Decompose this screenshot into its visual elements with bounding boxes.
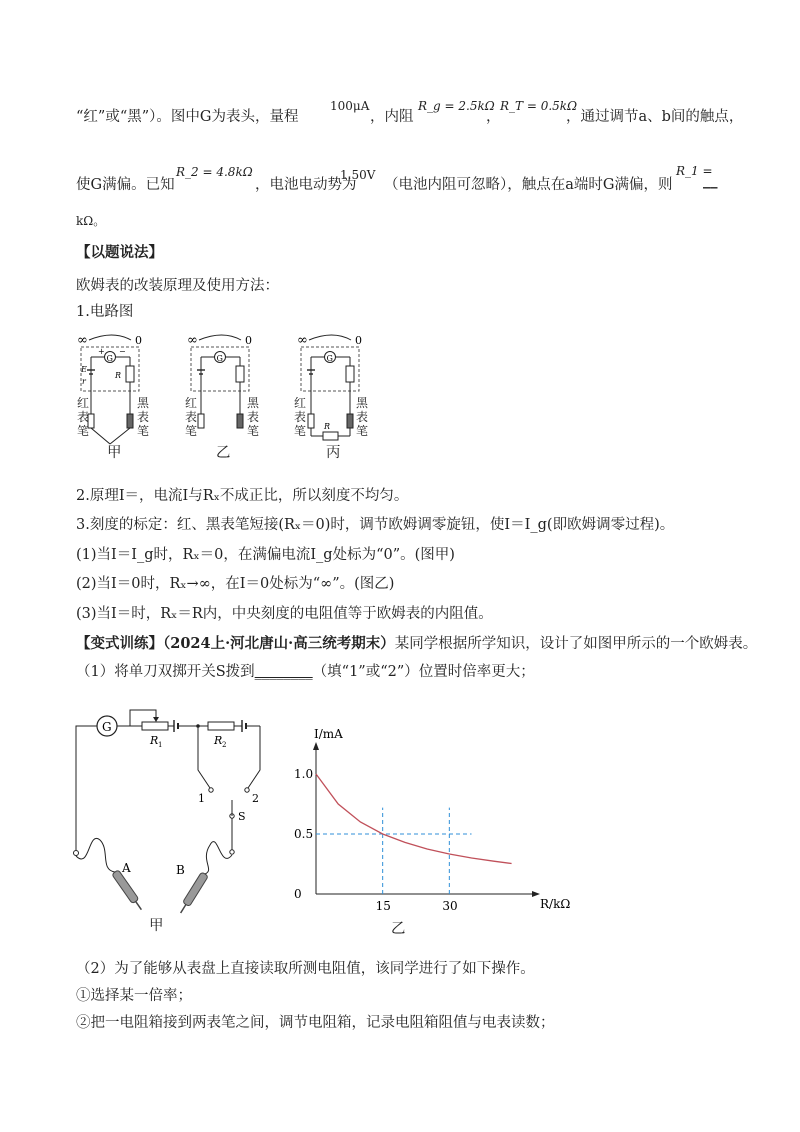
step2-text: ②把一电阻箱接到两表笔之间，调节电阻箱，记录电阻箱阻值与电表读数； — [76, 1015, 555, 1031]
r2-subscript: 2 — [222, 741, 227, 749]
red-pen-char: 笔 — [185, 424, 198, 438]
scale-inf: ∞ — [297, 333, 308, 348]
y-tick-label: 0.5 — [294, 827, 314, 841]
r1-resistor — [142, 722, 168, 730]
internal-r-label: r — [82, 377, 86, 386]
red-pen-label-1 — [77, 396, 89, 438]
unit-kohm: kΩ。 — [76, 214, 106, 228]
training-text: 某同学根据所学知识，设计了如图甲所示的一个欧姆表。 — [394, 636, 758, 652]
galvanometer-icon: G — [216, 354, 223, 363]
probe-a-label: A — [122, 861, 131, 875]
galvanometer-icon: G — [326, 354, 333, 363]
para1-text-c: ， — [486, 109, 501, 125]
black-pen-label-3 — [356, 396, 368, 438]
para2-text-c: （电池内阻可忽略），触点在a端时G满偏，则 — [384, 177, 673, 193]
item3-text: 3.刻度的标定：红、黑表笔短接(Rₓ＝0)时，调节欧姆调零旋钮，使I＝I_g(即欧姆调零过程)。 — [76, 517, 675, 533]
item1-text: 1.电路图 — [76, 304, 134, 320]
para1-text-b: ，内阻 — [370, 109, 414, 125]
r2-value: R_2 = 4.8kΩ — [176, 165, 253, 179]
x-axis-label: R/kΩ — [540, 897, 571, 911]
scale-inf: ∞ — [187, 333, 198, 348]
rt-value: R_T = 0.5kΩ — [500, 99, 578, 113]
y-axis-label: I/mA — [314, 727, 343, 741]
switch-pos-2: 2 — [252, 792, 259, 805]
red-pen-label-3 — [294, 396, 306, 438]
step1-text: ①选择某一倍率； — [76, 988, 192, 1004]
intro-text: 欧姆表的改装原理及使用方法： — [76, 278, 279, 294]
figure-jia-caption: 甲 — [149, 918, 164, 934]
switch-pos-1: 1 — [198, 792, 205, 805]
scale-zero: 0 — [245, 334, 252, 347]
rx-label: R — [324, 422, 331, 431]
black-pen-char: 黑 — [247, 396, 260, 410]
y-tick-label: 1.0 — [294, 767, 314, 781]
item3-1-text: (1)当I＝I_g时，Rₓ＝0，在满偏电流I_g处标为“0”。(图甲) — [76, 547, 455, 563]
emf-value: 1.50V — [340, 168, 376, 182]
red-pen-char: 笔 — [294, 424, 307, 438]
black-pen-char: 笔 — [137, 424, 150, 438]
galvanometer-label: G — [102, 720, 112, 734]
q1-blank: ________ — [254, 664, 313, 680]
black-pen-label-2 — [247, 396, 259, 438]
black-pen-char: 笔 — [356, 424, 369, 438]
black-pen-char: 笔 — [247, 424, 260, 438]
ohmmeter-circuit-diagrams — [75, 332, 395, 462]
caption-jia: 甲 — [107, 445, 122, 461]
para2-text-b: ，电池电动势为 — [255, 177, 357, 193]
r1-label: R — [150, 734, 159, 747]
scale-zero: 0 — [135, 334, 142, 347]
q1-text-a: （1）将单刀双掷开关S拨到 — [76, 664, 255, 680]
red-pen-char: 笔 — [77, 424, 90, 438]
item2-text: 2.原理I＝，电流I与Rₓ不成正比，所以刻度不均匀。 — [76, 488, 409, 504]
section-heading: 【以题说法】 — [76, 244, 163, 261]
q2-text: （2）为了能够从表盘上直接读取所测电阻值，该同学进行了如下操作。 — [76, 961, 535, 977]
q1-text-b: （填“1”或“2”）位置时倍率更大； — [312, 664, 535, 680]
figure-jia-circuit — [70, 700, 280, 940]
training-line — [76, 635, 757, 653]
minus-sign: − — [119, 347, 126, 356]
item3-2-text: (2)当I＝0时，Rₓ→∞，在I＝0处标为“∞”。(图乙) — [76, 576, 395, 592]
i-r-curve — [316, 774, 512, 864]
caption-bing: 丙 — [326, 445, 341, 461]
circuit-bing — [297, 333, 362, 440]
switch-label: S — [238, 810, 246, 823]
black-pen-label-1 — [137, 396, 149, 438]
scale-zero: 0 — [355, 334, 362, 347]
red-pen-char: 红 — [185, 396, 198, 410]
black-pen-char: 黑 — [356, 396, 369, 410]
para1-line — [76, 108, 298, 126]
galvanometer-icon: G — [106, 354, 113, 363]
probe-a[interactable] — [112, 870, 145, 912]
x-tick-label: 15 — [375, 899, 391, 913]
black-pen-char: 表 — [137, 410, 150, 424]
para2-text-a: 使G满偏。已知 — [76, 177, 175, 193]
caption-yi: 乙 — [216, 445, 231, 461]
black-pen-char: 表 — [247, 410, 260, 424]
r1-value: R_1 = — [676, 164, 713, 178]
r2-label: R — [214, 734, 223, 747]
plus-sign: + — [98, 347, 105, 356]
scale-inf: ∞ — [77, 333, 88, 348]
q1-line — [76, 663, 535, 681]
red-pen-label-2 — [185, 396, 197, 438]
emf-label: E — [81, 365, 87, 374]
probe-b-label: B — [176, 863, 185, 877]
rheostat-label: R — [115, 371, 122, 380]
y-tick-label: 0 — [294, 887, 302, 901]
black-pen-char: 表 — [356, 410, 369, 424]
para1-text-a: “红”或“黑”）。图中G为表头，量程 — [76, 109, 299, 125]
red-pen-char: 红 — [294, 396, 307, 410]
red-pen-char: 表 — [77, 410, 90, 424]
training-tag: 【变式训练】 — [76, 635, 163, 652]
training-source: （2024上·河北唐山·高三统考期末） — [163, 635, 395, 652]
x-tick-label: 30 — [442, 899, 458, 913]
r2-resistor — [208, 722, 234, 730]
para1-text-d: ，通过调节a、b间的触点， — [566, 109, 744, 125]
red-pen-char: 红 — [77, 396, 90, 410]
answer-blank: __ — [703, 172, 718, 189]
red-pen-char: 表 — [294, 410, 307, 424]
red-pen-char: 表 — [185, 410, 198, 424]
r1-subscript: 1 — [158, 741, 163, 749]
probe-b[interactable] — [177, 872, 208, 915]
rg-value: R_g = 2.5kΩ — [418, 99, 495, 113]
item3-3-text: (3)当I＝时，Rₓ＝R内，中央刻度的电阻值等于欧姆表的内阻值。 — [76, 606, 493, 622]
figure-yi-caption: 乙 — [391, 921, 406, 937]
range-value: 100μA — [330, 99, 370, 113]
i-r-chart — [290, 727, 571, 928]
black-pen-char: 黑 — [137, 396, 150, 410]
x-axis-arrow — [532, 891, 540, 897]
y-axis-arrow — [313, 742, 319, 750]
